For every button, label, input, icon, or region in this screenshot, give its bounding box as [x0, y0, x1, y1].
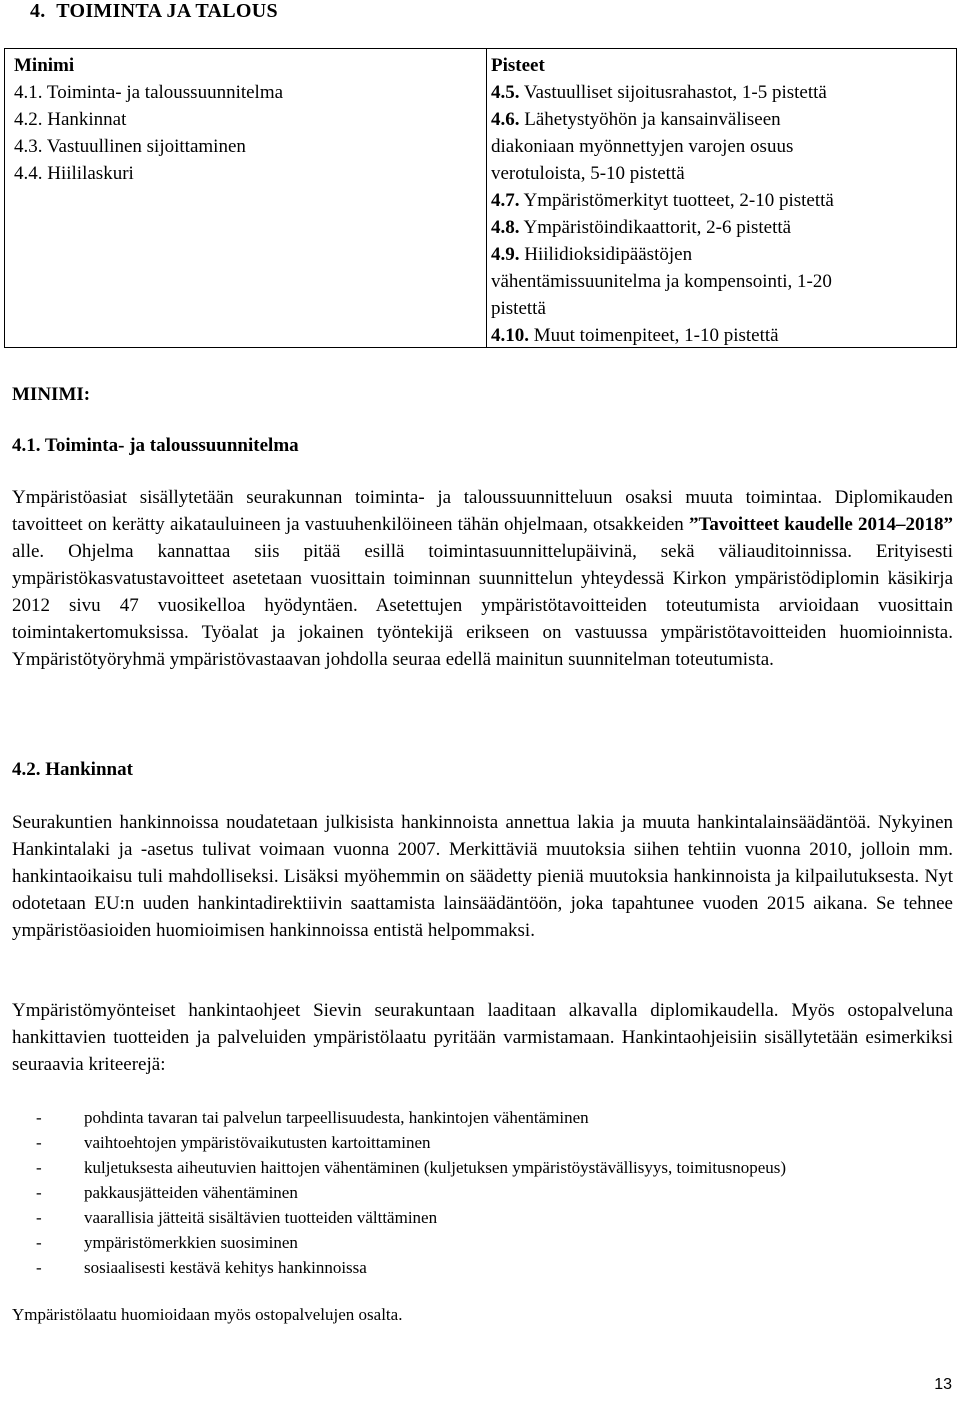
list-item: - pakkausjätteiden vähentäminen	[36, 1183, 298, 1202]
minimi-item: 4.4. Hiililaskuri	[14, 163, 134, 184]
pisteet-line: 4.6. Lähetystyöhön ja kansainväliseen	[491, 109, 781, 130]
pisteet-header: Pisteet	[491, 55, 545, 76]
minimi-item: 4.3. Vastuullinen sijoittaminen	[14, 136, 246, 157]
heading-4-2: 4.2. Hankinnat	[12, 759, 133, 780]
pisteet-line: 4.10. Muut toimenpiteet, 1-10 pistettä	[491, 325, 779, 346]
list-item: - ympäristömerkkien suosiminen	[36, 1233, 298, 1252]
pisteet-line: 4.8. Ympäristöindikaattorit, 2-6 pistettä	[491, 217, 792, 238]
minimi-label: MINIMI:	[12, 384, 91, 405]
heading-4-1: 4.1. Toiminta- ja taloussuunnitelma	[12, 435, 299, 456]
page-number: 13	[934, 1376, 952, 1393]
list-item: - vaarallisia jätteitä sisältävien tuotteiden välttäminen	[36, 1208, 438, 1227]
pisteet-line: vähentämissuunitelma ja kompensointi, 1-20	[491, 271, 832, 292]
paragraph-4-2-a: Seurakuntien hankinnoissa noudatetaan julkisista hankinnoista annettua lakia ja muuta hankintalainsäädäntöä. Nykyinen Hankintalaki ja -asetus tulivat voimaan vuonna 2007. Merkittäviä muutoksia siihen tehtiin vuonna 2010, jolloin mm. hankintaoikaisu tuli mahdolliseksi. Lisäksi myöhemmin on säädetty pieniä muutoksia hankinnoista ja kilpailutuksesta. Nyt odotetaan EU:n uuden hankintadirektiivin saattamista lainsäädäntöön, joka tapahtunee vuoden 2015 aikana. Se tehnee ympäristöasioiden huomioimisen hankinnoissa entistä helpommaksi.	[12, 812, 953, 941]
pisteet-line: 4.7. Ympäristömerkityt tuotteet, 2-10 pistettä	[491, 190, 834, 211]
criteria-table	[4, 48, 957, 348]
paragraph-4-2-b: Ympäristömyönteiset hankintaohjeet Sievin seurakuntaan laaditaan alkavalla diplomikaudella. Myös ostopalveluna hankittavien tuotteiden ja palveluiden ympäristölaatu pyritään varmistamaan. Hankintaohjeisiin sisällytetään esimerkiksi seuraavia kriteerejä:	[12, 1000, 953, 1075]
list-item: - pohdinta tavaran tai palvelun tarpeellisuudesta, hankintojen vähentäminen	[36, 1108, 589, 1127]
minimi-header: Minimi	[14, 55, 75, 76]
pisteet-line: diakoniaan myönnettyjen varojen osuus	[491, 136, 794, 157]
closing-line: Ympäristölaatu huomioidaan myös ostopalvelujen osalta.	[12, 1305, 403, 1324]
criteria-list	[12, 1105, 953, 1280]
list-item: - kuljetuksesta aiheutuvien haittojen vähentäminen (kuljetuksen ympäristöystävällisyys, toimitusnopeus)	[36, 1158, 787, 1177]
list-item: - sosiaalisesti kestävä kehitys hankinnoissa	[36, 1258, 367, 1277]
section-title: 4. TOIMINTA JA TALOUS	[30, 0, 278, 22]
minimi-item: 4.1. Toiminta- ja taloussuunnitelma	[14, 82, 284, 103]
pisteet-line: 4.9. Hiilidioksidipäästöjen	[491, 244, 693, 265]
paragraph-4-1: Ympäristöasiat sisällytetään seurakunnan toiminta- ja taloussuunnitteluun osaksi muuta toimintaa. Diplomikauden tavoitteet on kerätty aikatauluineen ja vastuuhenkilöineen tähän ohjelmaan, otsakkeiden ”Tavoitteet kaudelle 2014–2018” alle. Ohjelma kannattaa siis pitää esillä toimintasuunnittelupäivinä, sekä väliauditoinnissa. Erityisesti ympäristökasvatustavoitteet asetetaan vuosittain toiminnan suunnittelun yhteydessä Kirkon ympäristödiplomin käsikirja 2012 sivu 47 vuosikelloa hyödyntäen. Asetettujen ympäristötavoitteiden toteutumista arvioidaan vuosittain toimintakertomuksissa. Työalat ja jokainen työntekijä erikseen on vastuussa ympäristötavoitteiden huomioinnista. Ympäristötyöryhmä ympäristövastaavan johdolla seuraa edellä mainitun suunnitelman toteutumista.	[12, 487, 953, 670]
pisteet-column	[491, 52, 951, 349]
pisteet-line: pistettä	[491, 298, 546, 319]
list-item: - vaihtoehtojen ympäristövaikutusten kartoittaminen	[36, 1133, 431, 1152]
table-column-divider	[486, 49, 487, 347]
minimi-column	[14, 52, 479, 187]
pisteet-line: verotuloista, 5-10 pistettä	[491, 163, 685, 184]
pisteet-line: 4.5. Vastuulliset sijoitusrahastot, 1-5 pistettä	[491, 82, 827, 103]
minimi-item: 4.2. Hankinnat	[14, 109, 127, 130]
